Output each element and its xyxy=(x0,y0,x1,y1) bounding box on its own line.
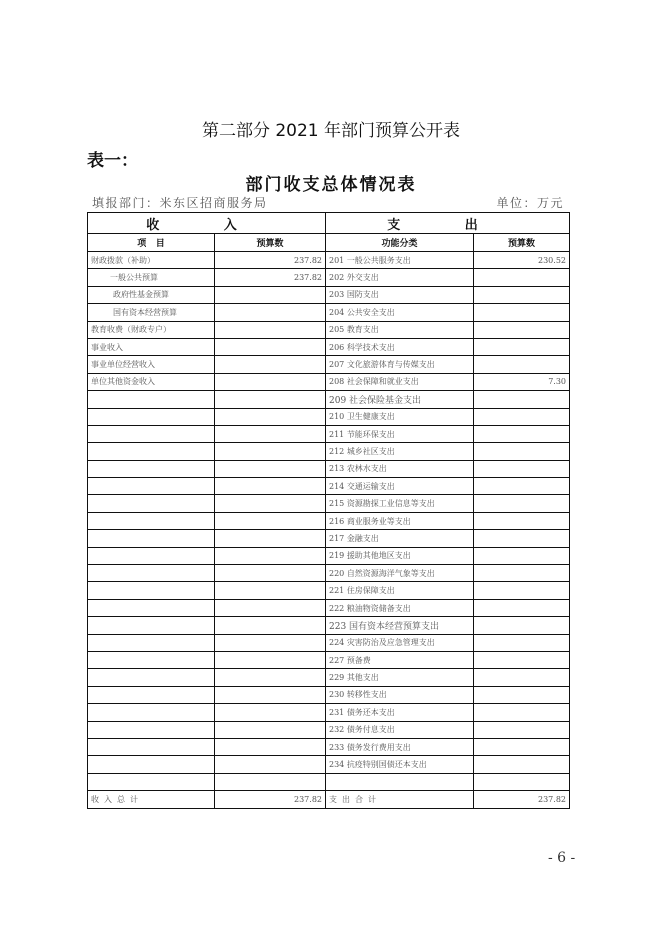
income-item: 一般公共预算 xyxy=(88,269,215,286)
expense-item: 211 节能环保支出 xyxy=(326,425,474,442)
expense-value xyxy=(474,773,570,790)
expense-item: 201 一般公共服务支出 xyxy=(326,252,474,269)
expense-value xyxy=(474,408,570,425)
expense-value xyxy=(474,565,570,582)
table-row xyxy=(88,425,570,442)
expense-value xyxy=(474,634,570,651)
expense-item: 214 交通运输支出 xyxy=(326,478,474,495)
income-item: 教育收费（财政专户） xyxy=(88,321,215,338)
income-item xyxy=(88,582,215,599)
income-item xyxy=(88,530,215,547)
income-value xyxy=(215,565,326,582)
table-meta xyxy=(92,194,564,211)
table-row xyxy=(88,408,570,425)
income-item: 政府性基金预算 xyxy=(88,286,215,303)
income-value xyxy=(215,478,326,495)
expense-value: 230.52 xyxy=(474,252,570,269)
income-item xyxy=(88,651,215,668)
table-row xyxy=(88,443,570,460)
table-row xyxy=(88,286,570,303)
income-value xyxy=(215,582,326,599)
income-item xyxy=(88,495,215,512)
expense-item: 229 其他支出 xyxy=(326,669,474,686)
table-row xyxy=(88,669,570,686)
income-item: 财政拨款（补助） xyxy=(88,252,215,269)
group-header-row xyxy=(88,213,570,234)
table-row xyxy=(88,582,570,599)
income-item xyxy=(88,408,215,425)
income-item xyxy=(88,443,215,460)
income-item xyxy=(88,565,215,582)
total-row xyxy=(88,791,570,808)
col-budget-income: 预算数 xyxy=(215,234,326,252)
income-item xyxy=(88,617,215,634)
expense-total-value: 237.82 xyxy=(474,791,570,808)
expense-value xyxy=(474,617,570,634)
table-row xyxy=(88,512,570,529)
income-value xyxy=(215,599,326,616)
income-item xyxy=(88,634,215,651)
table-row xyxy=(88,252,570,269)
income-value xyxy=(215,304,326,321)
expense-value xyxy=(474,425,570,442)
expense-item: 217 金融支出 xyxy=(326,530,474,547)
table-row xyxy=(88,686,570,703)
income-item xyxy=(88,599,215,616)
income-value xyxy=(215,530,326,547)
table-row xyxy=(88,495,570,512)
income-total-label: 收入总计 xyxy=(88,791,215,808)
income-item xyxy=(88,686,215,703)
expense-value xyxy=(474,391,570,408)
table-row xyxy=(88,704,570,721)
income-item xyxy=(88,547,215,564)
expense-item: 234 抗疫特别国债还本支出 xyxy=(326,756,474,773)
income-item xyxy=(88,704,215,721)
expense-item: 209 社会保险基金支出 xyxy=(326,391,474,408)
income-value xyxy=(215,686,326,703)
expense-item: 215 资源勘探工业信息等支出 xyxy=(326,495,474,512)
income-value xyxy=(215,721,326,738)
table-row xyxy=(88,756,570,773)
expense-item: 202 外交支出 xyxy=(326,269,474,286)
table-row xyxy=(88,391,570,408)
table-row xyxy=(88,617,570,634)
income-value xyxy=(215,704,326,721)
income-value: 237.82 xyxy=(215,269,326,286)
income-value xyxy=(215,286,326,303)
expense-value xyxy=(474,738,570,755)
income-value xyxy=(215,321,326,338)
income-item xyxy=(88,738,215,755)
income-item: 事业收入 xyxy=(88,338,215,355)
expense-item: 233 债务发行费用支出 xyxy=(326,738,474,755)
unit-label: 单位：万元 xyxy=(496,196,564,210)
expense-item: 204 公共安全支出 xyxy=(326,304,474,321)
income-value xyxy=(215,356,326,373)
income-value xyxy=(215,391,326,408)
table-row xyxy=(88,599,570,616)
expense-value xyxy=(474,304,570,321)
income-total-value: 237.82 xyxy=(215,791,326,808)
expense-item: 205 教育支出 xyxy=(326,321,474,338)
expense-item: 213 农林水支出 xyxy=(326,460,474,477)
budget-table xyxy=(87,212,570,809)
expense-value xyxy=(474,269,570,286)
table-row xyxy=(88,304,570,321)
table-label: 表一： xyxy=(87,151,138,171)
income-item xyxy=(88,478,215,495)
expense-value xyxy=(474,338,570,355)
expense-value: 7.30 xyxy=(474,373,570,390)
expense-value xyxy=(474,547,570,564)
expense-value xyxy=(474,721,570,738)
expense-value xyxy=(474,321,570,338)
income-item xyxy=(88,460,215,477)
income-item xyxy=(88,756,215,773)
table-row xyxy=(88,356,570,373)
expense-item: 216 商业服务业等支出 xyxy=(326,512,474,529)
income-value xyxy=(215,338,326,355)
expense-value xyxy=(474,599,570,616)
expense-value xyxy=(474,478,570,495)
expense-item: 219 援助其他地区支出 xyxy=(326,547,474,564)
income-item: 单位其他资金收入 xyxy=(88,373,215,390)
expense-header: 支 出 xyxy=(326,213,570,234)
table-row xyxy=(88,634,570,651)
income-item xyxy=(88,391,215,408)
income-item xyxy=(88,425,215,442)
expense-value xyxy=(474,286,570,303)
col-budget-expense: 预算数 xyxy=(474,234,570,252)
income-value xyxy=(215,495,326,512)
expense-item: 210 卫生健康支出 xyxy=(326,408,474,425)
table-row xyxy=(88,373,570,390)
table-row xyxy=(88,321,570,338)
expense-value xyxy=(474,686,570,703)
table-row xyxy=(88,651,570,668)
table-title: 部门收支总体情况表 xyxy=(245,175,417,195)
income-item: 事业单位经营收入 xyxy=(88,356,215,373)
income-value xyxy=(215,373,326,390)
income-value xyxy=(215,547,326,564)
expense-value xyxy=(474,356,570,373)
income-value xyxy=(215,408,326,425)
expense-item: 232 债务付息支出 xyxy=(326,721,474,738)
expense-value xyxy=(474,651,570,668)
expense-item: 208 社会保障和就业支出 xyxy=(326,373,474,390)
expense-total-label: 支出合计 xyxy=(326,791,474,808)
income-value xyxy=(215,669,326,686)
income-item xyxy=(88,721,215,738)
expense-item: 207 文化旅游体育与传媒支出 xyxy=(326,356,474,373)
income-value xyxy=(215,617,326,634)
table-row xyxy=(88,269,570,286)
table-row xyxy=(88,478,570,495)
table-row xyxy=(88,773,570,790)
table-row xyxy=(88,530,570,547)
expense-item: 231 债务还本支出 xyxy=(326,704,474,721)
income-value: 237.82 xyxy=(215,252,326,269)
income-header: 收 入 xyxy=(88,213,326,234)
expense-item: 220 自然资源海洋气象等支出 xyxy=(326,565,474,582)
income-value xyxy=(215,512,326,529)
table-row xyxy=(88,565,570,582)
income-value xyxy=(215,425,326,442)
page-title: 第二部分 2021 年部门预算公开表 xyxy=(201,121,461,141)
income-value xyxy=(215,460,326,477)
expense-item xyxy=(326,773,474,790)
income-value xyxy=(215,738,326,755)
income-item: 国有资本经营预算 xyxy=(88,304,215,321)
department-label: 填报部门：米东区招商服务局 xyxy=(92,196,268,210)
expense-item: 224 灾害防治及应急管理支出 xyxy=(326,634,474,651)
income-value xyxy=(215,443,326,460)
income-value xyxy=(215,756,326,773)
table-row xyxy=(88,721,570,738)
expense-value xyxy=(474,704,570,721)
expense-item: 227 预备费 xyxy=(326,651,474,668)
column-header-row xyxy=(88,234,570,252)
expense-value xyxy=(474,495,570,512)
expense-value xyxy=(474,669,570,686)
income-value xyxy=(215,773,326,790)
expense-item: 221 住房保障支出 xyxy=(326,582,474,599)
income-item xyxy=(88,773,215,790)
expense-value xyxy=(474,582,570,599)
expense-item: 212 城乡社区支出 xyxy=(326,443,474,460)
table-row xyxy=(88,547,570,564)
table-row xyxy=(88,738,570,755)
income-item xyxy=(88,512,215,529)
table-row xyxy=(88,460,570,477)
expense-value xyxy=(474,530,570,547)
expense-value xyxy=(474,512,570,529)
expense-value xyxy=(474,756,570,773)
income-value xyxy=(215,634,326,651)
expense-value xyxy=(474,460,570,477)
expense-item: 223 国有资本经营预算支出 xyxy=(326,617,474,634)
expense-item: 206 科学技术支出 xyxy=(326,338,474,355)
col-item: 项 目 xyxy=(88,234,215,252)
col-function: 功能分类 xyxy=(326,234,474,252)
expense-item: 230 转移性支出 xyxy=(326,686,474,703)
income-value xyxy=(215,651,326,668)
expense-item: 222 粮油物资储备支出 xyxy=(326,599,474,616)
expense-value xyxy=(474,443,570,460)
page-number: - 6 - xyxy=(548,850,576,866)
expense-item: 203 国防支出 xyxy=(326,286,474,303)
table-row xyxy=(88,338,570,355)
income-item xyxy=(88,669,215,686)
